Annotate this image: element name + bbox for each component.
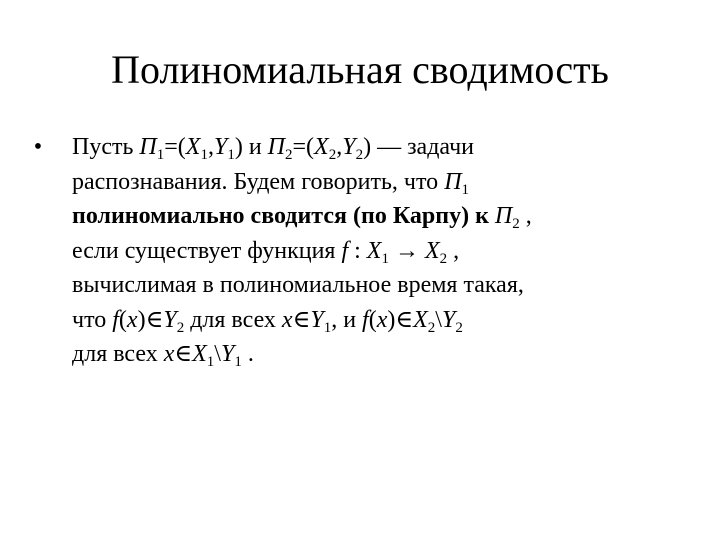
math-symbol: X xyxy=(192,341,207,367)
bullet-marker: • xyxy=(33,134,43,160)
text: вычислимая в полиномиальное время такая, xyxy=(72,272,524,298)
text: ) — задачи xyxy=(363,134,475,160)
math-symbol: f xyxy=(112,306,119,333)
body-line-6 xyxy=(72,303,692,338)
math-symbol: Y xyxy=(441,306,456,333)
text: Пусть xyxy=(72,134,140,160)
subscript: 1 xyxy=(156,147,165,163)
subscript: 2 xyxy=(439,250,448,267)
text: )∈ xyxy=(387,306,414,333)
math-symbol: x xyxy=(126,306,138,333)
body-line-3 xyxy=(72,199,692,234)
body-line-1 xyxy=(72,130,692,165)
math-symbol: Y xyxy=(213,134,228,160)
math-symbol: f xyxy=(362,306,369,333)
subscript: 2 xyxy=(285,147,293,163)
subscript: 2 xyxy=(328,147,337,163)
text: , xyxy=(207,134,214,160)
text: , xyxy=(447,237,460,264)
subscript: 1 xyxy=(461,181,470,198)
math-symbol: П xyxy=(139,134,157,160)
body-line-5 xyxy=(72,268,692,303)
text: если существует функция xyxy=(72,237,342,264)
math-symbol: f xyxy=(341,237,349,264)
text: для всех xyxy=(184,306,282,333)
subscript: 2 xyxy=(455,319,463,336)
slide-title: Полиномиальная сводимость xyxy=(111,47,609,92)
subscript: 2 xyxy=(512,216,520,232)
body-line-4 xyxy=(72,234,692,269)
math-symbol: X xyxy=(424,237,440,264)
text: что xyxy=(72,306,113,333)
text: )∈ xyxy=(137,306,164,333)
text: : xyxy=(348,237,367,264)
subscript: 1 xyxy=(206,354,215,370)
math-symbol: X xyxy=(314,134,329,160)
subscript: 1 xyxy=(234,354,242,370)
arrow-symbol: → xyxy=(388,237,425,264)
text: , и xyxy=(331,306,363,333)
text: , xyxy=(519,203,532,229)
text: , xyxy=(336,134,343,160)
text: =( xyxy=(164,134,186,160)
element-of-symbol: ∈ xyxy=(174,341,193,367)
subscript: 1 xyxy=(381,250,389,267)
math-symbol: X xyxy=(185,134,201,160)
bold-term: полиномиально сводится (по Карпу) к xyxy=(72,203,495,229)
subscript: 2 xyxy=(355,147,364,163)
math-symbol: X xyxy=(366,237,382,264)
text: ( xyxy=(118,306,127,333)
subscript: 1 xyxy=(227,147,235,163)
body-line-7 xyxy=(72,337,692,372)
math-symbol: Y xyxy=(163,306,177,333)
math-symbol: x xyxy=(281,306,293,333)
subscript: 2 xyxy=(427,319,436,336)
math-symbol: x xyxy=(163,341,175,367)
subscript: 2 xyxy=(176,319,185,336)
math-symbol: Y xyxy=(342,134,356,160)
text: . xyxy=(241,341,254,367)
subscript: 1 xyxy=(200,147,208,163)
math-symbol: П xyxy=(267,134,286,160)
text: ) и xyxy=(234,134,268,160)
set-minus-symbol: \ xyxy=(214,341,221,367)
text: для всех xyxy=(72,341,164,367)
body-line-2 xyxy=(72,165,692,200)
math-symbol: X xyxy=(413,306,428,333)
math-symbol: x xyxy=(376,306,388,333)
math-symbol: Y xyxy=(310,306,324,333)
math-symbol: П xyxy=(444,168,462,195)
text: распознавания. Будем говорить, что xyxy=(72,168,445,195)
set-minus-symbol: \ xyxy=(435,306,442,333)
subscript: 1 xyxy=(323,319,332,336)
math-symbol: Y xyxy=(220,341,235,367)
slide-body xyxy=(33,130,692,372)
element-of-symbol: ∈ xyxy=(292,306,311,333)
text: ( xyxy=(368,306,377,333)
math-symbol: П xyxy=(494,203,513,229)
text: =( xyxy=(292,134,315,160)
